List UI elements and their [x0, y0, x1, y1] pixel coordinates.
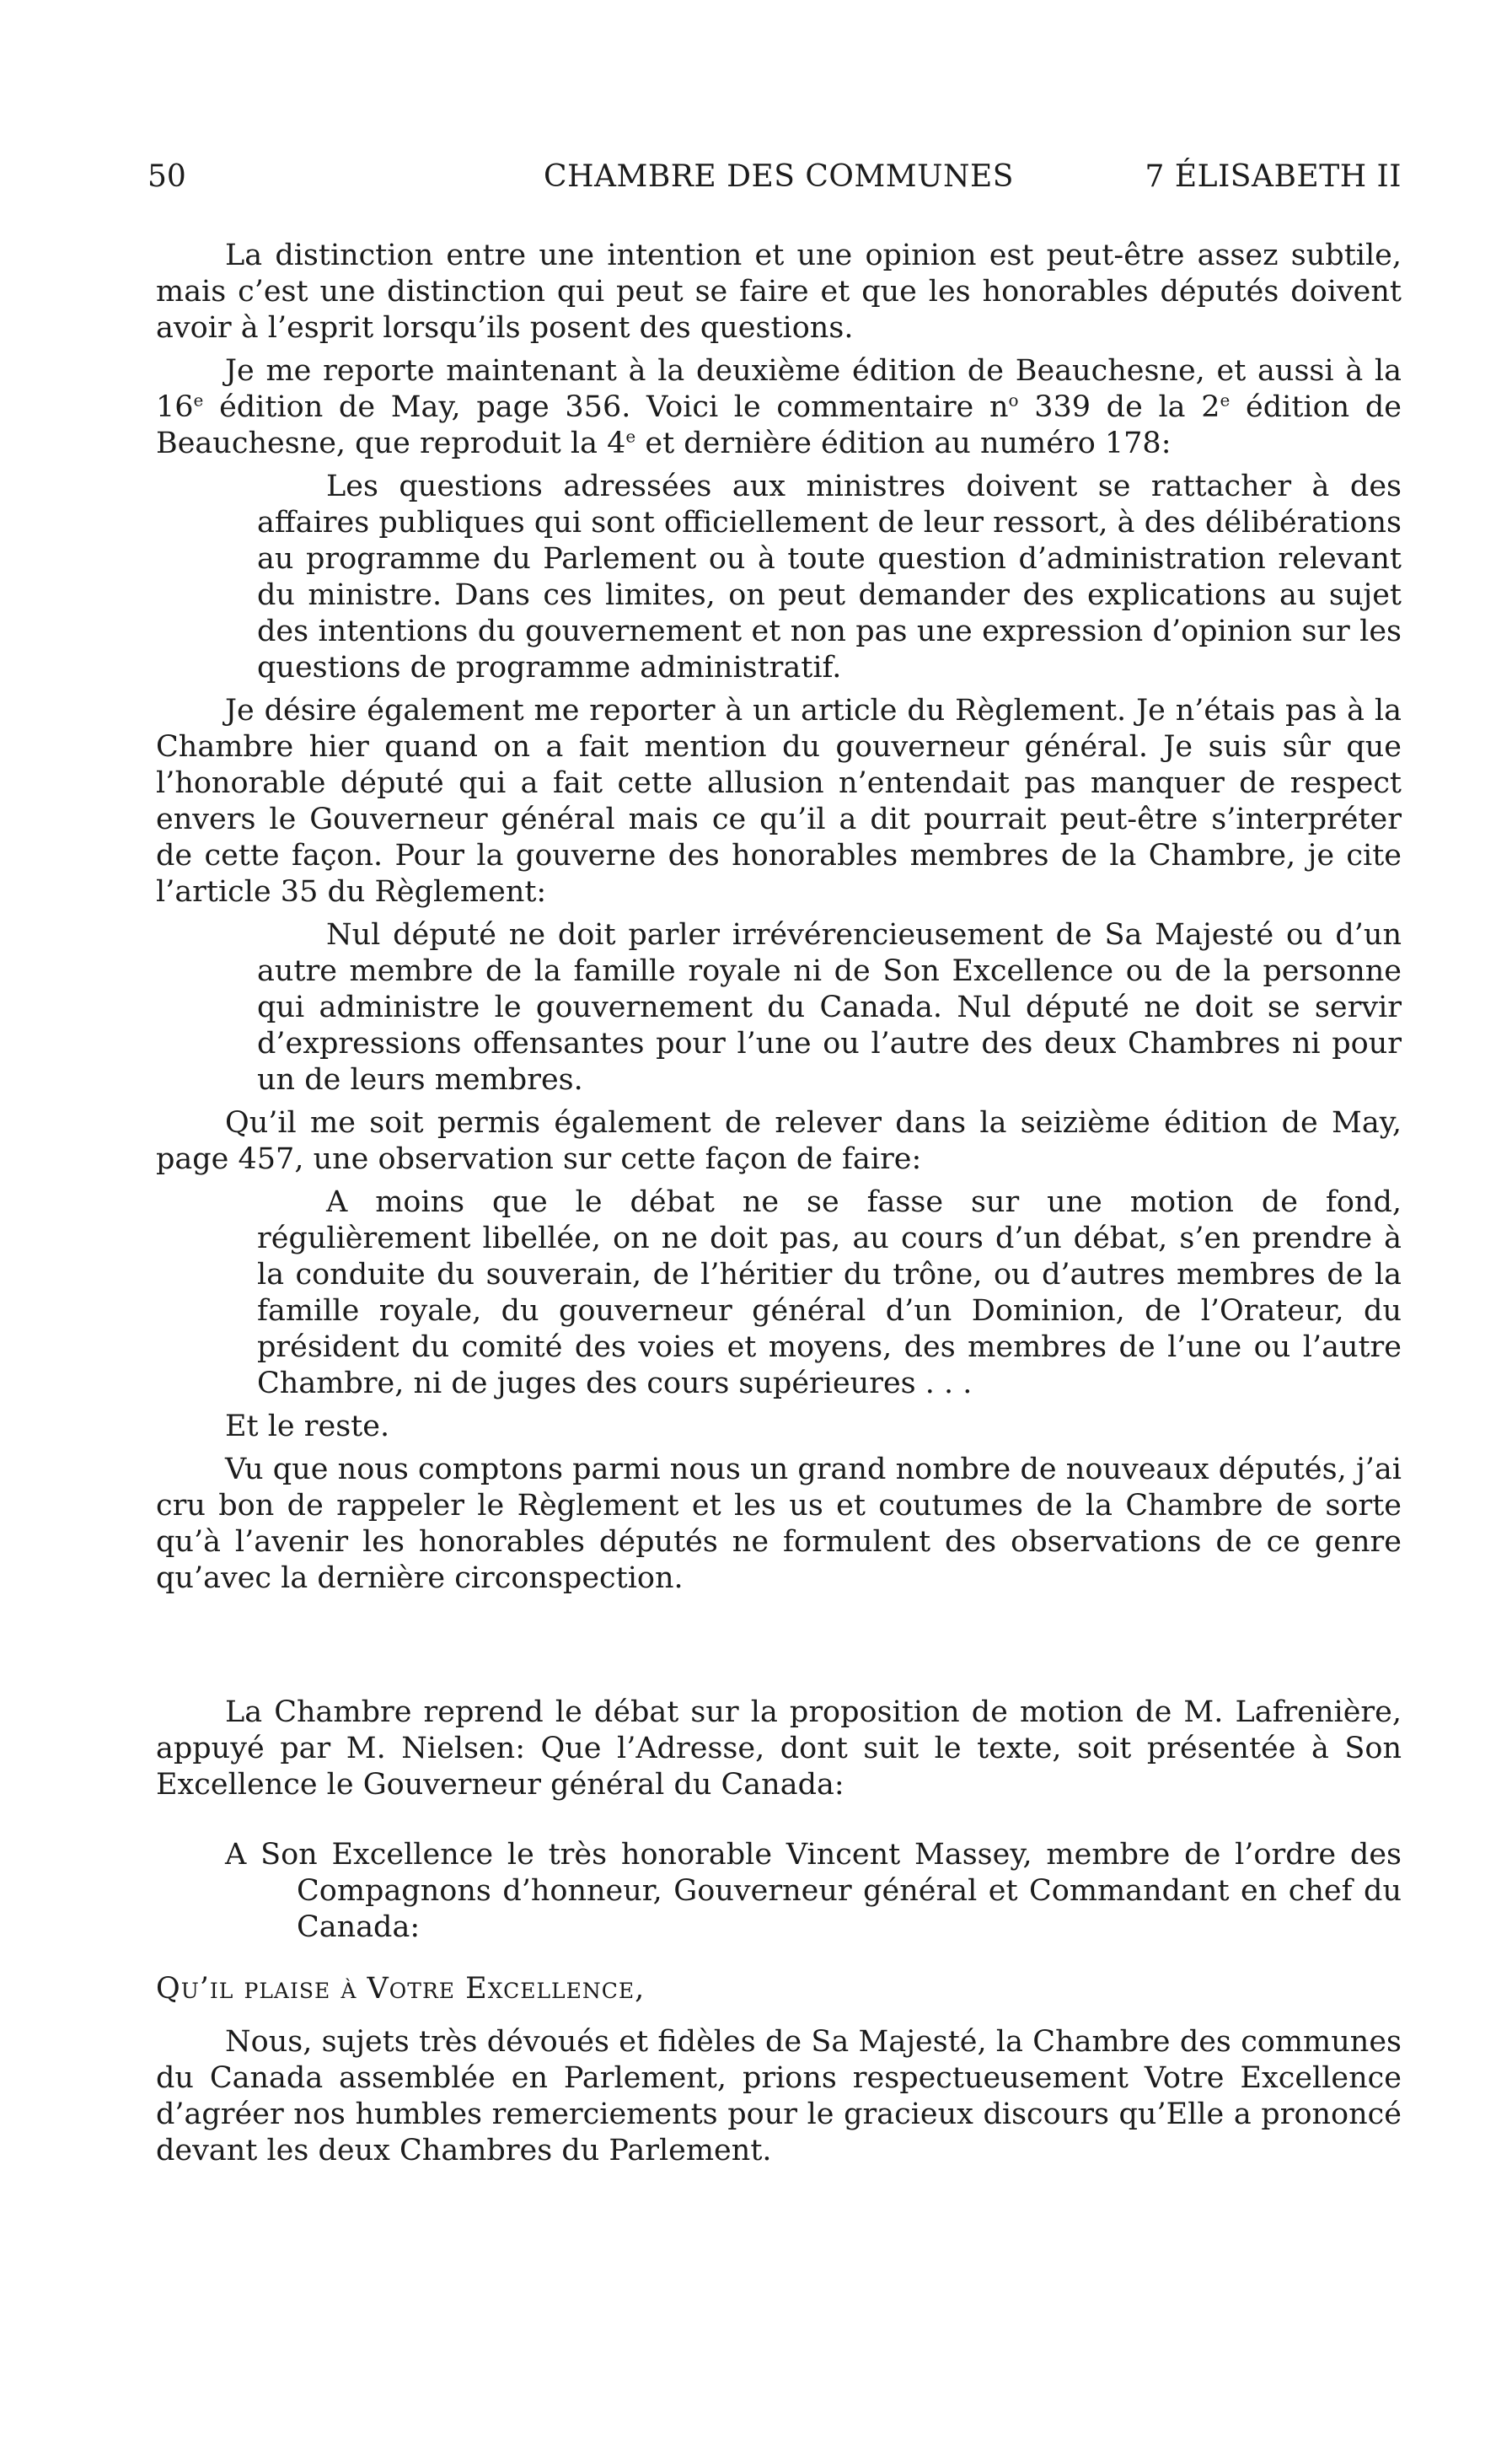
block-quote: Les questions adressées aux ministres doivent se rattacher à des affaires publiques qui sont officiellement de leur ressort, à des délibérations au programme du Parlement ou à toute question d’administration relevant du ministre. Dans ces limites, on peut demander des explications au sujet des intentions du gouvernement et non pas une expression d’opinion sur les questions de programme administratif.	[257, 470, 1402, 685]
paragraph-citation: Je me reporte maintenant à la deuxième édition de Beauchesne, et aussi à la 16e édition de May, page 356. Voici le commentaire $n^o$ 339 de la 2e édition de Beauchesne, que reproduit la 4e et dernière édition au numéro 178:	[156, 354, 1402, 460]
running-header	[147, 152, 1402, 202]
block-quote: Nul député ne doit parler irrévérencieusement de Sa Majesté ou d’un autre membre de la famille royale ni de Son Excellence ou de la personne qui administre le gouvernement du Canada. Nul député ne doit se servir d’expressions offensantes pour l’une ou l’autre des deux Chambres ni pour un de leurs membres.	[257, 918, 1402, 1097]
salutation: Qu’il plaise à Votre Excellence,	[156, 1972, 646, 2006]
body-text	[156, 238, 1402, 2169]
document-page	[147, 152, 1402, 2176]
reign-year: 7 ÉLISABETH II	[1145, 159, 1402, 194]
paragraph: Vu que nous comptons parmi nous un grand nombre de nouveaux députés, j’ai cru bon de rappeler le Règlement et les us et coutumes de la Chambre de sorte qu’à l’avenir les honorables députés ne formulent des observations de ce genre qu’avec la dernière circonspection.	[156, 1453, 1402, 1595]
paragraph: Qu’il me soit permis également de relever dans la seizième édition de May, page 457, une observation sur cette façon de faire:	[156, 1106, 1402, 1176]
page-title: CHAMBRE DES COMMUNES	[544, 159, 1014, 194]
address-heading: A Son Excellence le très honorable Vincent Massey, membre de l’ordre des Compagnons d’honneur, Gouverneur général et Commandant en chef du Canada:	[225, 1838, 1402, 1944]
block-quote: A moins que le débat ne se fasse sur une motion de fond, régulièrement libellée, on ne doit pas, au cours d’un débat, s’en prendre à la conduite du souverain, de l’héritier du trône, ou d’autres membres de la famille royale, du gouverneur général d’un Dominion, de l’Orateur, du président du comité des voies et moyens, des membres de l’une ou l’autre Chambre, ni de juges des cours supérieures . . .	[257, 1185, 1402, 1400]
paragraph: Je désire également me reporter à un article du Règlement. Je n’étais pas à la Chambre hier quand on a fait mention du gouverneur général. Je suis sûr que l’honorable député qui a fait cette allusion n’entendait pas manquer de respect envers le Gouverneur général mais ce qu’il a dit pourrait peut-être s’interpréter de cette façon. Pour la gouverne des honorables membres de la Chambre, je cite l’article 35 du Règlement:	[156, 694, 1402, 909]
paragraph: Nous, sujets très dévoués et fidèles de Sa Majesté, la Chambre des communes du Canada assemblée en Parlement, prions respectueusement Votre Excellence d’agréer nos humbles remerciements pour le gracieux discours qu’Elle a prononcé devant les deux Chambres du Parlement.	[156, 2025, 1402, 2167]
paragraph: La distinction entre une intention et une opinion est peut-être assez subtile, mais c’est une distinction qui peut se faire et que les honorables députés doivent avoir à l’esprit lorsqu’ils posent des questions.	[156, 239, 1402, 345]
paragraph-motion: La Chambre reprend le débat sur la proposition de motion de M. Lafrenière, appuyé par M. Nielsen: Que l’Adresse, dont suit le texte, soit présentée à Son Excellence le Gouverneur général du Canada:	[156, 1695, 1402, 1802]
paragraph: Et le reste.	[225, 1410, 390, 1443]
page-number: 50	[147, 159, 186, 194]
section-gap	[156, 1603, 1402, 1695]
